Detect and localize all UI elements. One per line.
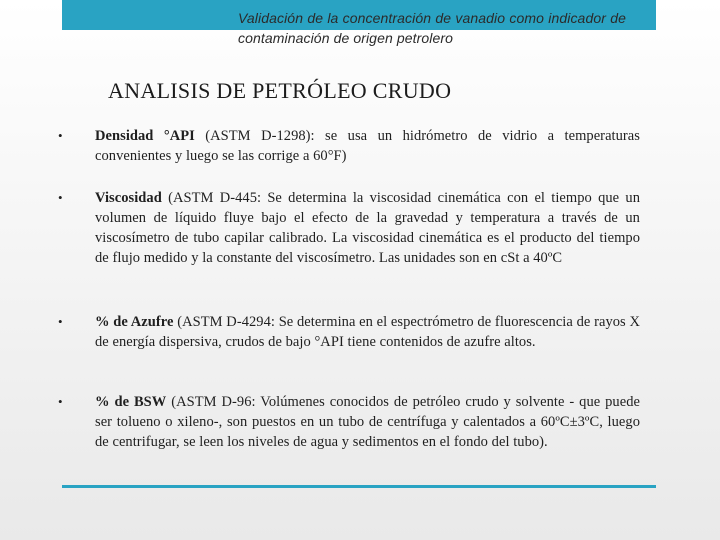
bullet-description: (ASTM D-445: Se determina la viscosidad cinemática con el tiempo que un volumen de líquido fluye bajo el efecto de la gravedad y temperatura a través de un viscosímetro de tubo capilar calibrado. La viscosidad cinemática es el producto del tiempo de flujo medido y la constante del viscosímetro. Las unidades son en cSt a 40ºC [95,190,640,266]
bullet-description: (ASTM D-96: Volúmenes conocidos de petróleo crudo y solvente - que puede ser tolueno o xileno-, son puestos en un tubo de centrífuga y calentados a 60ºC±3ºC, luego de centrifugar, se leen los niveles de agua y sedimentos en el fondo del tubo). [95,394,640,450]
bullet-description: (ASTM D-4294: Se determina en el espectrómetro de fluorescencia de rayos X de energía dispersiva, crudos de bajo °API tiene contenidos de azufre altos. [95,314,640,350]
header-subtitle: Validación de la concentración de vanadio como indicador de contaminación de origen petrolero [238,10,626,46]
bottom-divider [62,485,656,488]
bullet-term: Viscosidad [95,190,162,206]
bullet-text [95,312,640,352]
bullet-description: (ASTM D-1298): se usa un hidrómetro de vidrio a temperaturas convenientes y luego se las corrige a 60°F) [95,128,640,164]
bullet-dot-icon: • [58,394,63,409]
bullet-term: % de Azufre [95,314,174,330]
bullet-term: Densidad °API [95,128,195,144]
bullet-bsw [58,392,640,452]
bullet-dot-icon: • [58,190,63,205]
bullet-density [58,126,640,166]
bullet-dot-icon: • [58,314,63,329]
bullet-sulfur [58,312,640,352]
bullet-text [95,188,640,268]
bullet-term: % de BSW [95,394,167,410]
slide-title: ANALISIS DE PETRÓLEO CRUDO [108,78,452,103]
bullet-text [95,126,640,166]
bullet-text [95,392,640,452]
bullet-viscosity [58,188,640,268]
bullet-dot-icon: • [58,128,63,143]
